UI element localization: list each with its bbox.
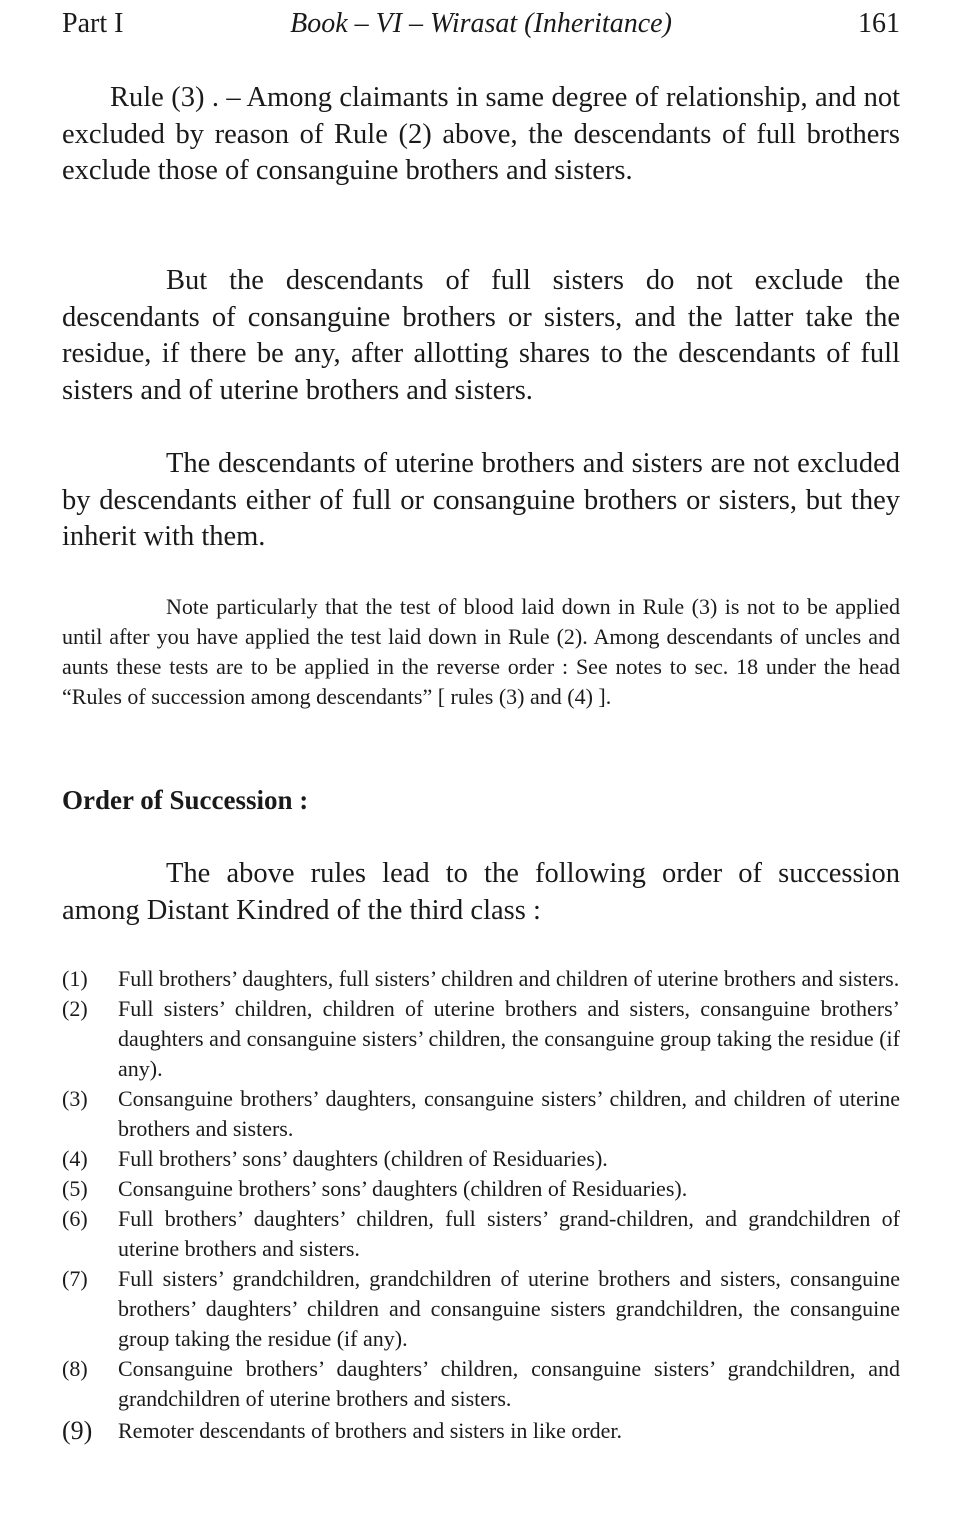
page-number: 161 bbox=[858, 8, 900, 39]
list-item-text: Full sisters’ grandchildren, grandchildren of uterine brothers and sisters, consanguine brothers’ daughters’ children and consanguine sisters grandchildren, the consanguine group taking the residue (if any). bbox=[118, 1266, 900, 1351]
list-item-number: (6) bbox=[62, 1206, 88, 1231]
list-item-number: (9) bbox=[62, 1416, 93, 1445]
part-label: Part I bbox=[62, 8, 124, 39]
list-item-text: Full brothers’ daughters, full sisters’ children and children of uterine brothers and sisters. bbox=[118, 966, 900, 991]
note-paragraph: Note particularly that the test of blood laid down in Rule (3) is not to be applied until after you have applied the test laid down in Rule (2). Among descendants of uncles and aunts these tests are to be applied in the reverse order : See notes to sec. 18 under the head “Rules of succession among descendants” [ rules (3) and (4) ]. bbox=[62, 594, 900, 709]
list-item-text: Consanguine brothers’ daughters, consanguine sisters’ children, and children of uterine brothers and sisters. bbox=[118, 1086, 900, 1141]
list-item-number: (4) bbox=[62, 1146, 88, 1171]
full-sisters-paragraph: But the descendants of full sisters do not exclude the descendants of consanguine brothers or sisters, and the latter take the residue, if there be any, after allotting shares to the descendants of full sisters and of uterine brothers and sisters. bbox=[62, 265, 900, 406]
list-item-number: (1) bbox=[62, 966, 88, 991]
list-item bbox=[62, 964, 900, 994]
list-item-text: Remoter descendants of brothers and sisters in like order. bbox=[118, 1418, 623, 1443]
list-item-text: Full sisters’ children, children of uterine brothers and sisters, consanguine brothers’ daughters and consanguine sisters’ children, the consanguine group taking the residue (if any). bbox=[118, 996, 900, 1081]
list-item-text: Consanguine brothers’ sons’ daughters (children of Residuaries). bbox=[118, 1176, 688, 1201]
list-item bbox=[62, 1416, 900, 1446]
list-item bbox=[62, 1174, 900, 1204]
list-item bbox=[62, 994, 900, 1084]
list-item-number: (8) bbox=[62, 1356, 88, 1381]
order-of-succession-list bbox=[62, 964, 900, 1446]
intro-paragraph: The above rules lead to the following order of succession among Distant Kindred of the third class : bbox=[62, 858, 900, 926]
uterine-paragraph: The descendants of uterine brothers and sisters are not excluded by descendants either of full or consanguine brothers or sisters, but they inherit with them. bbox=[62, 448, 900, 552]
section-heading: Order of Succession : bbox=[62, 785, 309, 815]
rule-3-paragraph: Rule (3) . – Among claimants in same degree of relationship, and not excluded by reason of Rule (2) above, the descendants of full brothers exclude those of consanguine brothers and sisters. bbox=[62, 82, 900, 186]
list-item-text: Full brothers’ daughters’ children, full sisters’ grand-children, and grandchildren of uterine brothers and sisters. bbox=[118, 1206, 900, 1261]
list-item-text: Consanguine brothers’ daughters’ children, consanguine sisters’ grandchildren, and grandchildren of uterine brothers and sisters. bbox=[118, 1356, 900, 1411]
page-header bbox=[62, 6, 900, 42]
list-item bbox=[62, 1264, 900, 1354]
list-item bbox=[62, 1204, 900, 1264]
list-item-number: (3) bbox=[62, 1086, 88, 1111]
list-item-number: (2) bbox=[62, 996, 88, 1021]
list-item bbox=[62, 1144, 900, 1174]
list-item bbox=[62, 1084, 900, 1144]
list-item-number: (5) bbox=[62, 1176, 88, 1201]
list-item bbox=[62, 1354, 900, 1414]
running-title: Book – VI – Wirasat (Inheritance) bbox=[290, 8, 672, 39]
list-item-number: (7) bbox=[62, 1266, 88, 1291]
list-item-text: Full brothers’ sons’ daughters (children of Residuaries). bbox=[118, 1146, 608, 1171]
